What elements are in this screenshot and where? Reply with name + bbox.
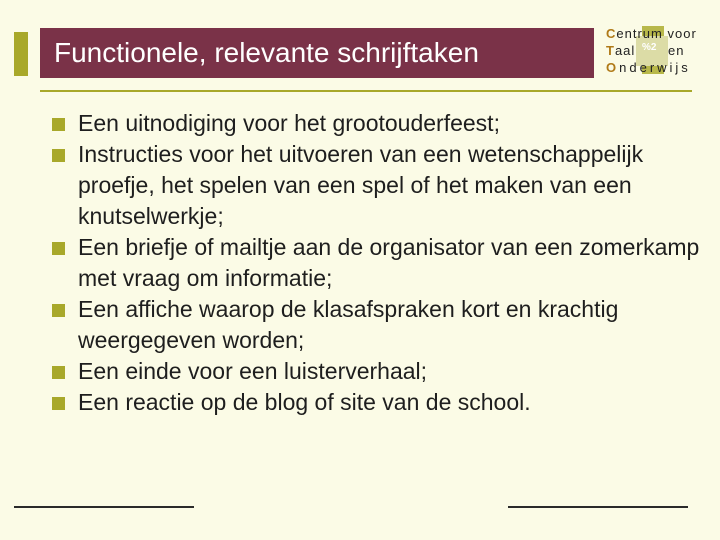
list-item-text: Een reactie op de blog of site van de school. [78, 389, 531, 415]
task-list [52, 108, 702, 418]
list-item [52, 108, 702, 139]
logo-word-en: en [668, 43, 685, 58]
logo-word-centrum: Centrum voor [606, 26, 697, 41]
title-accent-bar [14, 32, 28, 76]
list-item [52, 387, 702, 418]
footer-rule-left [14, 506, 194, 508]
list-item-text: Een briefje of mailtje aan de organisator van een zomerkamp met vraag om informatie; [78, 234, 700, 291]
footer-rule-right [508, 506, 688, 508]
centrum-taal-onderwijs-logo [602, 22, 710, 78]
title-banner [40, 28, 594, 78]
bullet-square-icon [52, 366, 65, 379]
list-item [52, 139, 702, 232]
list-item-text: Een einde voor een luisterverhaal; [78, 358, 428, 384]
bullet-square-icon [52, 242, 65, 255]
logo-figure: %2 [642, 42, 657, 53]
bullet-square-icon [52, 118, 65, 131]
list-item-text: Een uitnodiging voor het grootouderfeest; [78, 110, 500, 136]
list-item-text: Een affiche waarop de klasafspraken kort en krachtig weergegeven worden; [78, 296, 619, 353]
bullet-square-icon [52, 397, 65, 410]
bullet-square-icon [52, 149, 65, 162]
logo-word-taal: Taal [606, 43, 636, 58]
logo-word-onderwijs: Onderwijs [606, 60, 691, 75]
slide-title: Functionele, relevante schrijftaken [54, 37, 479, 68]
title-divider [40, 90, 692, 92]
list-item [52, 356, 702, 387]
bullet-square-icon [52, 304, 65, 317]
list-item [52, 232, 702, 294]
list-item-text: Instructies voor het uitvoeren van een wetenschappelijk proefje, het spelen van een spel of het maken van een knutselwerkje; [78, 141, 644, 229]
list-item [52, 294, 702, 356]
